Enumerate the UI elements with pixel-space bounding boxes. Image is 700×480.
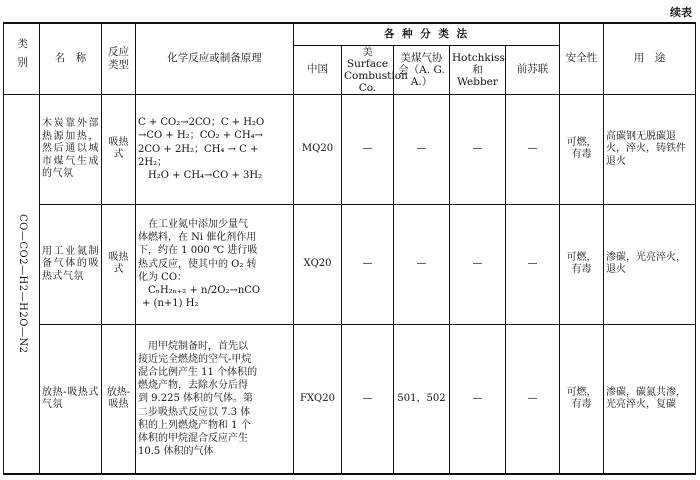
principle-line: 10.5 体积的气体 bbox=[138, 446, 214, 458]
row-ussr: — bbox=[506, 204, 560, 324]
table-row bbox=[4, 204, 696, 324]
principle-line: 化为 CO： bbox=[138, 271, 188, 283]
principle-line: 2H₂； bbox=[138, 156, 168, 168]
row-china-code: FXQ20 bbox=[294, 324, 342, 474]
principle-line: 混合比例产生 11 个体积的 bbox=[138, 367, 258, 379]
principle-line: 到 9.225 体积的气体。第 bbox=[138, 393, 253, 405]
principle-line: 体积的甲烷混合反应产生 bbox=[138, 432, 248, 444]
header-classification-group: 各 种 分 类 法 bbox=[294, 23, 560, 45]
principle-line: 体燃料，在 Ni 催化剂作用 bbox=[138, 232, 257, 244]
row-safety: 可燃，有毒 bbox=[560, 324, 604, 474]
row-ussr: — bbox=[506, 324, 560, 474]
header-china: 中国 bbox=[294, 45, 342, 94]
principle-line: 热式反应，使其中的 O₂ 转 bbox=[138, 258, 257, 270]
principle-line: 接近完全燃烧的空气-甲烷 bbox=[138, 353, 252, 365]
header-category bbox=[4, 23, 40, 94]
row-usa-aga: — bbox=[394, 204, 450, 324]
row-reaction-type: 吸热式 bbox=[102, 204, 136, 324]
header-usage: 用 途 bbox=[604, 23, 696, 94]
header-category-text: 类别 bbox=[16, 38, 29, 76]
principle-line: 下，约在 1 000 ℃ 进行吸 bbox=[138, 245, 258, 257]
row-usa-surface: — bbox=[342, 204, 394, 324]
row-ussr: — bbox=[506, 94, 560, 204]
row-principle bbox=[136, 94, 294, 204]
row-usage: 高碳钢无脱碳退火，淬火，铸铁件退火 bbox=[604, 94, 696, 204]
principle-line: CₙH₂ₙ₊₂ + n/2O₂→nCO bbox=[148, 285, 261, 297]
principle-line: 2CO + 2H₂；CH₄ → C + bbox=[138, 143, 259, 155]
principle-line: H₂O + CH₄→CO + 3H₂ bbox=[148, 170, 263, 182]
table-row bbox=[4, 94, 696, 204]
principle-line: 在工业氮中添加少量气 bbox=[148, 219, 248, 231]
row-usage: 渗碳，碳氮共渗，光亮淬火，复碳 bbox=[604, 324, 696, 474]
header-name: 名 称 bbox=[40, 23, 102, 94]
header-usa-aga: 美煤气协会（A. G. A.） bbox=[394, 45, 450, 94]
principle-line: + (n+1) H₂ bbox=[142, 298, 199, 310]
row-reaction-type: 放热-吸热 bbox=[102, 324, 136, 474]
row-usage: 渗碳，光亮淬火，退火 bbox=[604, 204, 696, 324]
row-hotchkiss: — bbox=[450, 324, 506, 474]
principle-line: 燃烧产物，去除水分后得 bbox=[138, 380, 248, 392]
row-usa-surface: — bbox=[342, 94, 394, 204]
header-reaction-type: 反应类型 bbox=[102, 23, 136, 94]
row-safety: 可燃，有毒 bbox=[560, 204, 604, 324]
table-row bbox=[4, 324, 696, 474]
row-usa-aga: — bbox=[394, 94, 450, 204]
principle-line: 积的上列燃烧产物和 1 个 bbox=[138, 419, 251, 431]
row-principle bbox=[136, 324, 294, 474]
row-safety: 可燃，有毒 bbox=[560, 94, 604, 204]
row-hotchkiss: — bbox=[450, 94, 506, 204]
principle-line: →CO + H₂；CO₂ + CH₄→ bbox=[138, 130, 264, 142]
row-principle bbox=[136, 204, 294, 324]
header-principle: 化学反应或制备原理 bbox=[136, 23, 294, 94]
row-reaction-type: 吸热式 bbox=[102, 94, 136, 204]
row-china-code: MQ20 bbox=[294, 94, 342, 204]
row-hotchkiss: — bbox=[450, 204, 506, 324]
principle-line: 二步吸热式反应以 7.3 体 bbox=[138, 406, 251, 418]
header-hotchkiss: Hotchkiss 和 Webber bbox=[450, 45, 506, 94]
header-usa-surface: 美 Surface Combustion Co. bbox=[342, 45, 394, 94]
category-cell bbox=[4, 94, 40, 474]
header-safety: 安全性 bbox=[560, 23, 604, 94]
continued-label: 续表 bbox=[670, 6, 692, 19]
principle-line: C + CO₂→2CO；C + H₂O bbox=[138, 117, 265, 129]
row-usa-surface: — bbox=[342, 324, 394, 474]
header-ussr: 前苏联 bbox=[506, 45, 560, 94]
principle-line: 用甲烷制备时，首先以 bbox=[148, 340, 248, 352]
row-usa-aga: 501，502 bbox=[394, 324, 450, 474]
gas-atmosphere-table bbox=[3, 22, 696, 475]
row-name: 木炭靠外部热源加热，然后通以城市煤气生成的气氛 bbox=[40, 94, 102, 204]
row-name: 放热-吸热式气氛 bbox=[40, 324, 102, 474]
category-label: CO—CO2—H2—H2O—N2 bbox=[16, 214, 28, 354]
row-name: 用工业氮制备气体的吸热式气氛 bbox=[40, 204, 102, 324]
row-china-code: XQ20 bbox=[294, 204, 342, 324]
